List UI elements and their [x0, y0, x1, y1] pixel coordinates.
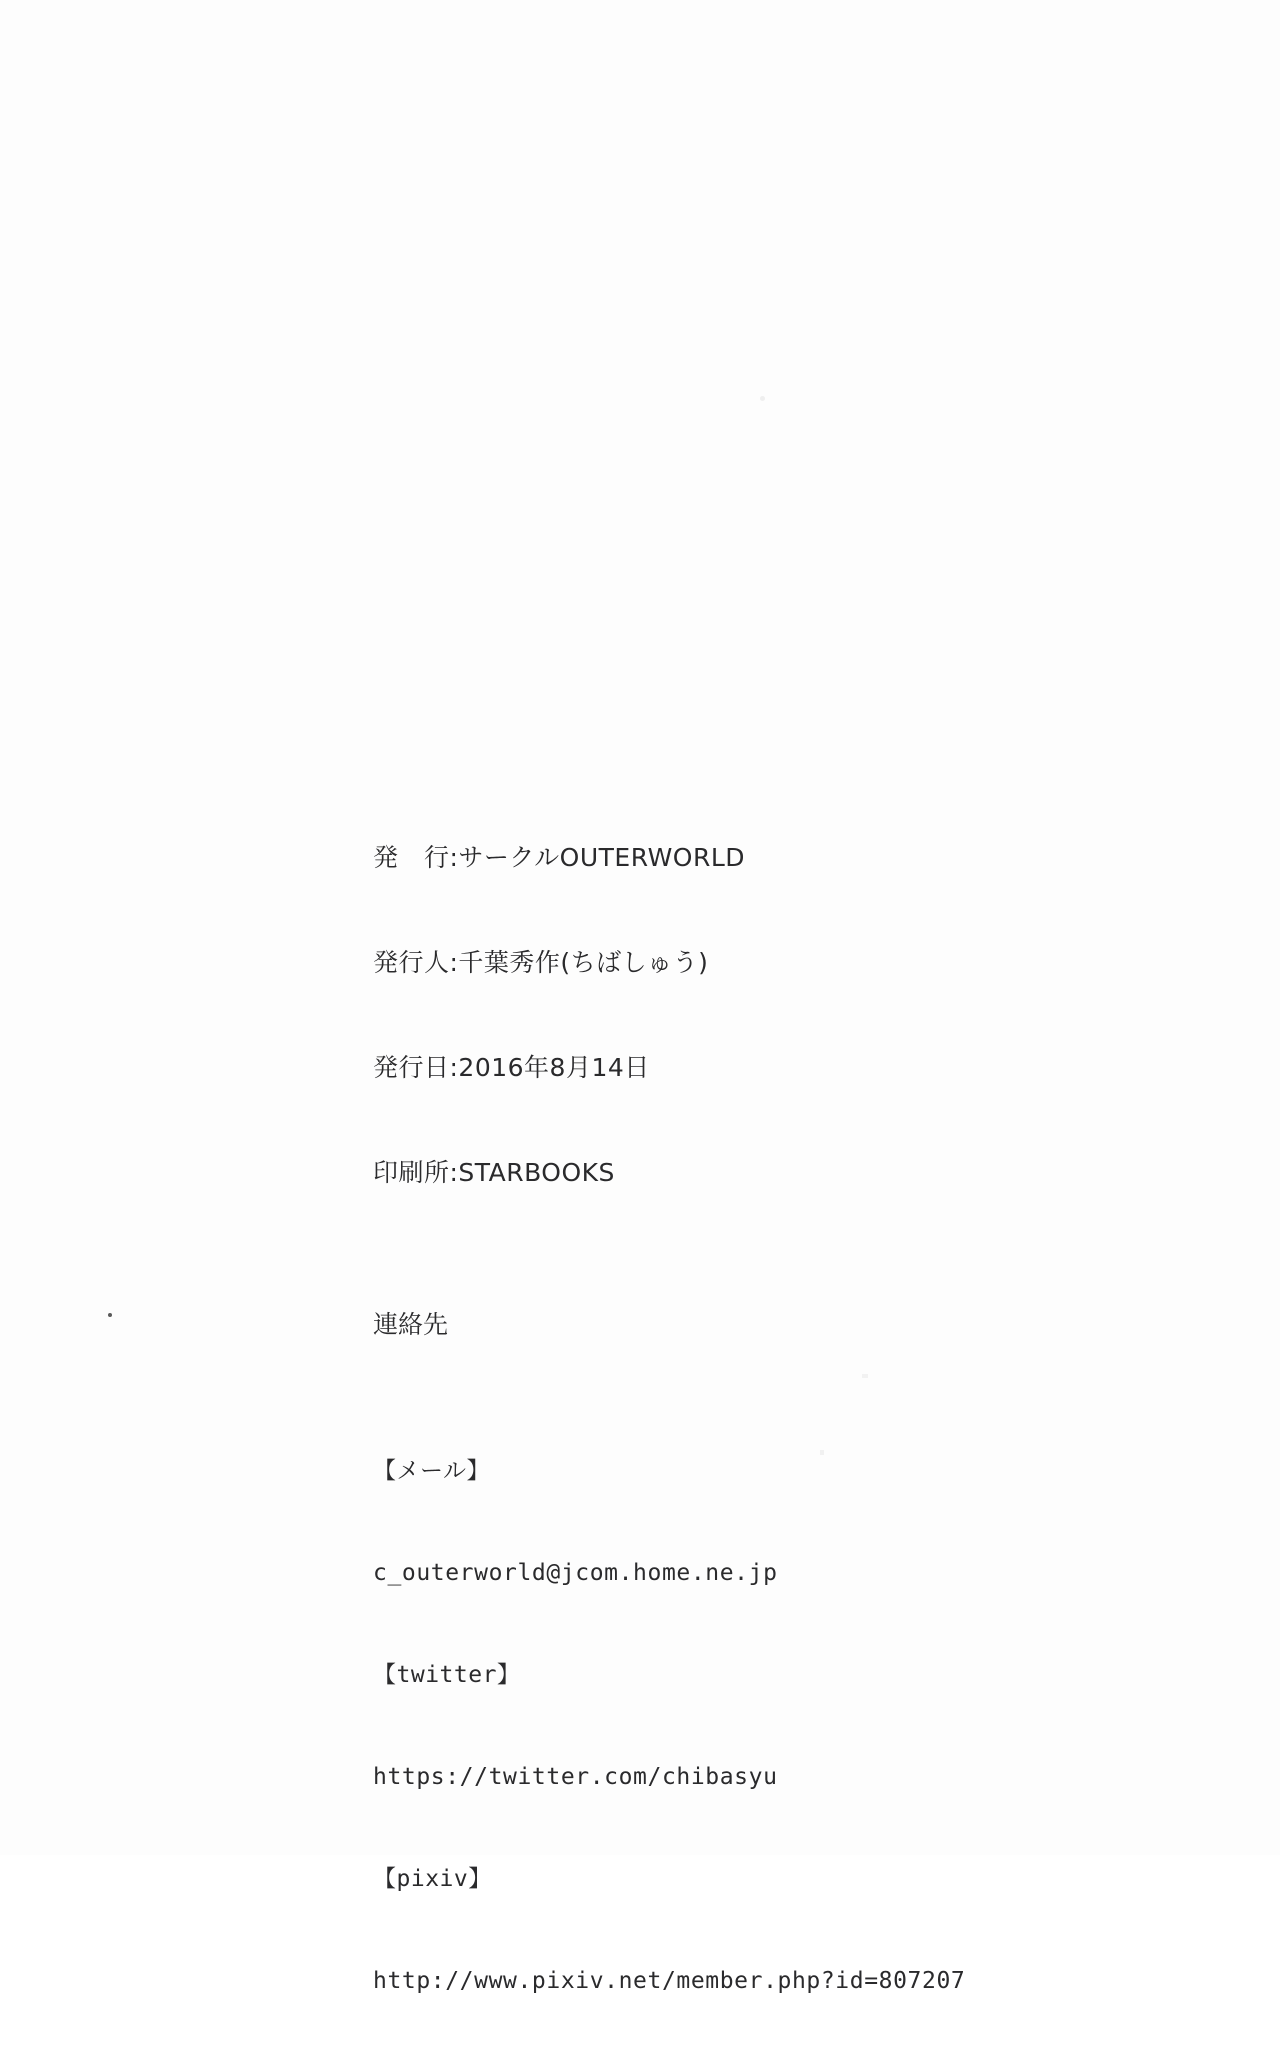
contact-list [373, 1386, 1073, 2066]
contact-label-twitter: 【twitter】 [373, 1662, 521, 1688]
contact-label-mail: 【メール】 [373, 1458, 491, 1484]
contact-heading: 連絡先 [373, 1310, 449, 1339]
imprint-info [373, 770, 1073, 1260]
imprint-printer: 印刷所:STARBOOKS [373, 1158, 615, 1187]
imprint-publisher: 発 行:サークルOUTERWORLD [373, 843, 746, 872]
contact-value-pixiv[interactable]: http://www.pixiv.net/member.php?id=807207 [373, 1968, 966, 1994]
contact-value-mail[interactable]: c_outerworld@jcom.home.ne.jp [373, 1560, 778, 1586]
paper-speck-top [760, 396, 765, 401]
paper-speck-lower [820, 1450, 824, 1455]
stray-ink-dot [108, 1313, 112, 1317]
contact-label-pixiv: 【pixiv】 [373, 1866, 492, 1892]
colophon-block [373, 770, 1073, 2066]
contact-value-twitter[interactable]: https://twitter.com/chibasyu [373, 1764, 778, 1790]
imprint-author: 発行人:千葉秀作(ちばしゅう) [373, 948, 709, 977]
imprint-date: 発行日:2016年8月14日 [373, 1053, 650, 1082]
paper-speck-middle [862, 1374, 868, 1378]
